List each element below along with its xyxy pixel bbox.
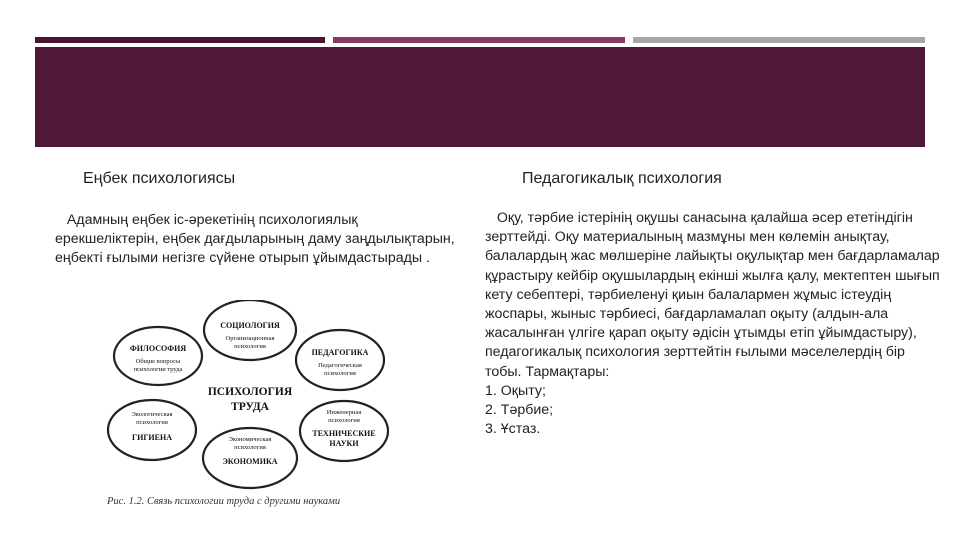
node-sub: Организационная (225, 335, 275, 342)
node-sub: Педагогическая (318, 362, 362, 369)
diagram-caption: Рис. 1.2. Связь психологии труда с другими науками (107, 496, 341, 507)
node-circle-left-top (114, 327, 202, 385)
node-sub: психология (234, 444, 266, 451)
node-circle-right-top (296, 330, 384, 390)
top-accent-bar-mid (333, 37, 625, 43)
node-title: ПЕДАГОГИКА (311, 348, 369, 357)
node-sub: психология (136, 419, 168, 426)
node-title: ГИГИЕНА (132, 433, 172, 442)
node-sub: психологии труда (133, 366, 183, 373)
node-sub: психология (234, 343, 266, 350)
node-sub: психология (324, 370, 356, 377)
left-heading: Еңбек психологиясы (83, 170, 236, 187)
node-sub: Экологическая (131, 411, 173, 418)
center-title-1: ПСИХОЛОГИЯ (207, 386, 293, 398)
right-heading: Педагогикалық психология (522, 170, 722, 187)
node-sub: психология (328, 417, 360, 424)
center-title-2: ТРУДА (231, 401, 269, 413)
node-title: НАУКИ (329, 439, 359, 448)
node-title: СОЦИОЛОГИЯ (220, 321, 280, 330)
top-accent-bar-gray (633, 37, 925, 43)
node-sub: Экономическая (228, 436, 272, 443)
node-title: ЭКОНОМИКА (222, 457, 278, 466)
node-sub: Общие вопросы (135, 358, 181, 365)
node-title: ФИЛОСОФИЯ (129, 344, 187, 353)
node-circle-top (204, 300, 296, 360)
node-circle-left-bottom (108, 400, 196, 460)
title-banner (35, 47, 925, 147)
psychology-of-labor-diagram (100, 300, 400, 515)
left-body-text: Адамның еңбек іс-әрекетінің психологиялық ерекшеліктерін, еңбек дағдыларының даму заңдылықтарын, еңбекті ғылыми негізге сүйене отырып ұйымдастырады . (55, 212, 459, 267)
right-body-text: Оқу, тәрбие істерінің оқушы санасына қалайша әсер ететіндігін зерттейді. Оқу материалының мазмұны мен көлемін анықтау, балалардың жас мөлшеріне лайықты оқулықтар мен бағдарламалар құрастыру кейбір оқушылардың екінші жылға қалу, мектептен шығып кету себептері, тәрбиеленуі қиын балалармен жұмыс істеудің жоспары, жыныс тәрбиесі, бағдарламалап оқыту (алдын-ала жасалынған үлгіге қарап оқыту әдісін ұтымды етіп ұйымдастыру), педагогикалық психология зерттейтін ғылыми мәселелердің бір тобы. Тармақтары: 1. Оқыту; 2. Тәрбие; 3. Ұстаз. (485, 210, 940, 438)
top-accent-bar-dark (35, 37, 325, 43)
node-sub: Инженерная (326, 409, 362, 416)
node-title: ТЕХНИЧЕСКИЕ (312, 429, 376, 438)
